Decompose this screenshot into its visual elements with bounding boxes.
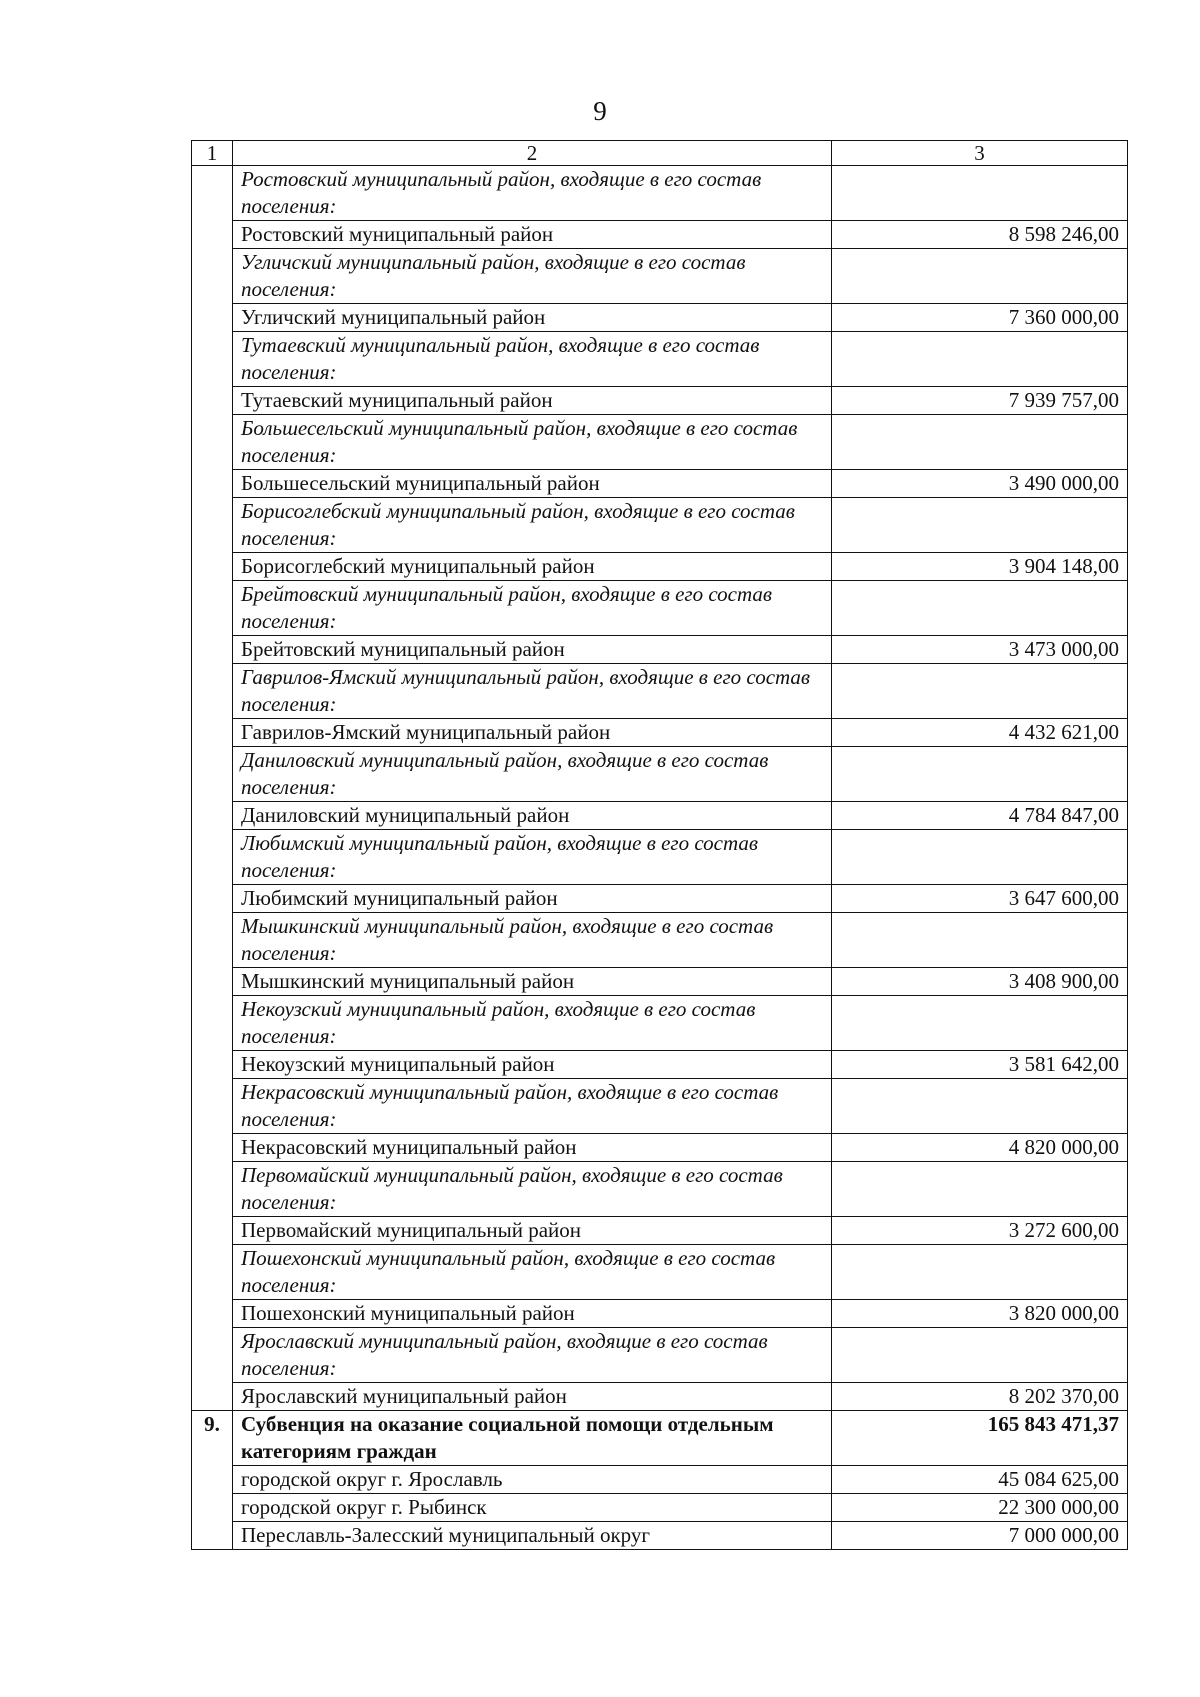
subgroup-label: Угличский муниципальный район, входящие в его состав поселения: — [233, 249, 832, 304]
subgroup-label: Любимский муниципальный район, входящие в его состав поселения: — [233, 830, 832, 885]
amount-cell: 3 490 000,00 — [832, 470, 1128, 498]
subgroup-header-row — [192, 1162, 1128, 1217]
allocation-table — [191, 140, 1128, 1550]
table-row — [192, 1051, 1128, 1079]
subgroup-label: Ярославский муниципальный район, входящие в его состав поселения: — [233, 1328, 832, 1383]
table-row — [192, 553, 1128, 581]
amount-cell — [832, 249, 1128, 304]
district-name: Борисоглебский муниципальный район — [233, 553, 832, 581]
amount-cell: 8 202 370,00 — [832, 1383, 1128, 1411]
subgroup-header-row — [192, 664, 1128, 719]
amount-cell: 4 784 847,00 — [832, 802, 1128, 830]
district-name: Некоузский муниципальный район — [233, 1051, 832, 1079]
subgroup-label: Брейтовский муниципальный район, входящие в его состав поселения: — [233, 581, 832, 636]
table-row — [192, 221, 1128, 249]
table-row — [192, 304, 1128, 332]
subgroup-header-row — [192, 1245, 1128, 1300]
amount-cell: 7 000 000,00 — [832, 1522, 1128, 1550]
section-header-row — [192, 1411, 1128, 1466]
table-row — [192, 1466, 1128, 1494]
subgroup-label: Гаврилов-Ямский муниципальный район, входящие в его состав поселения: — [233, 664, 832, 719]
district-name: Ростовский муниципальный район — [233, 221, 832, 249]
table-row — [192, 885, 1128, 913]
subgroup-header-row — [192, 996, 1128, 1051]
subgroup-label: Некрасовский муниципальный район, входящие в его состав поселения: — [233, 1079, 832, 1134]
amount-cell: 8 598 246,00 — [832, 221, 1128, 249]
amount-cell — [832, 415, 1128, 470]
amount-cell: 3 904 148,00 — [832, 553, 1128, 581]
district-name: Угличский муниципальный район — [233, 304, 832, 332]
subgroup-header-row — [192, 1328, 1128, 1383]
amount-cell: 3 820 000,00 — [832, 1300, 1128, 1328]
table-row — [192, 470, 1128, 498]
amount-cell: 4 820 000,00 — [832, 1134, 1128, 1162]
row-number-cell — [192, 166, 233, 1411]
district-name: Некрасовский муниципальный район — [233, 1134, 832, 1162]
district-name: Тутаевский муниципальный район — [233, 387, 832, 415]
table-row — [192, 802, 1128, 830]
column-header-1: 1 — [192, 141, 233, 166]
district-name: Гаврилов-Ямский муниципальный район — [233, 719, 832, 747]
amount-cell — [832, 1245, 1128, 1300]
district-name: Большесельский муниципальный район — [233, 470, 832, 498]
amount-cell — [832, 747, 1128, 802]
table-row — [192, 387, 1128, 415]
table-row — [192, 1217, 1128, 1245]
recipient-name: Переславль-Залесский муниципальный округ — [233, 1522, 832, 1550]
amount-cell: 3 272 600,00 — [832, 1217, 1128, 1245]
amount-cell — [832, 1162, 1128, 1217]
table-row — [192, 719, 1128, 747]
section-total: 165 843 471,37 — [832, 1411, 1128, 1466]
recipient-name: городской округ г. Рыбинск — [233, 1494, 832, 1522]
table-row — [192, 636, 1128, 664]
column-header-2: 2 — [233, 141, 832, 166]
district-name: Мышкинский муниципальный район — [233, 968, 832, 996]
table-row — [192, 1522, 1128, 1550]
subgroup-header-row — [192, 332, 1128, 387]
subgroup-label: Борисоглебский муниципальный район, входящие в его состав поселения: — [233, 498, 832, 553]
recipient-name: городской округ г. Ярославль — [233, 1466, 832, 1494]
column-header-3: 3 — [832, 141, 1128, 166]
amount-cell: 7 360 000,00 — [832, 304, 1128, 332]
subgroup-header-row — [192, 498, 1128, 553]
amount-cell — [832, 581, 1128, 636]
subgroup-label: Тутаевский муниципальный район, входящие в его состав поселения: — [233, 332, 832, 387]
amount-cell: 3 473 000,00 — [832, 636, 1128, 664]
page-number: 9 — [593, 96, 607, 126]
district-name: Первомайский муниципальный район — [233, 1217, 832, 1245]
amount-cell — [832, 332, 1128, 387]
district-name: Любимский муниципальный район — [233, 885, 832, 913]
subgroup-label: Первомайский муниципальный район, входящие в его состав поселения: — [233, 1162, 832, 1217]
section-title: Субвенция на оказание социальной помощи отдельным категориям граждан — [233, 1411, 832, 1466]
subgroup-header-row — [192, 166, 1128, 221]
amount-cell — [832, 1328, 1128, 1383]
subgroup-header-row — [192, 1079, 1128, 1134]
district-name: Пошехонский муниципальный район — [233, 1300, 832, 1328]
amount-cell: 45 084 625,00 — [832, 1466, 1128, 1494]
subgroup-header-row — [192, 581, 1128, 636]
table-row — [192, 1494, 1128, 1522]
subgroup-label: Пошехонский муниципальный район, входящие в его состав поселения: — [233, 1245, 832, 1300]
amount-cell — [832, 1079, 1128, 1134]
amount-cell: 3 581 642,00 — [832, 1051, 1128, 1079]
subgroup-label: Большесельский муниципальный район, входящие в его состав поселения: — [233, 415, 832, 470]
table-row — [192, 968, 1128, 996]
subgroup-header-row — [192, 913, 1128, 968]
district-name: Даниловский муниципальный район — [233, 802, 832, 830]
amount-cell: 4 432 621,00 — [832, 719, 1128, 747]
table-row — [192, 1383, 1128, 1411]
amount-cell — [832, 913, 1128, 968]
subgroup-header-row — [192, 830, 1128, 885]
subgroup-header-row — [192, 747, 1128, 802]
subgroup-label: Мышкинский муниципальный район, входящие в его состав поселения: — [233, 913, 832, 968]
amount-cell — [832, 830, 1128, 885]
section-number: 9. — [192, 1411, 233, 1550]
amount-cell — [832, 664, 1128, 719]
subgroup-header-row — [192, 249, 1128, 304]
amount-cell: 3 647 600,00 — [832, 885, 1128, 913]
amount-cell: 7 939 757,00 — [832, 387, 1128, 415]
column-header-row — [192, 141, 1128, 166]
subgroup-header-row — [192, 415, 1128, 470]
table-row — [192, 1300, 1128, 1328]
amount-cell: 3 408 900,00 — [832, 968, 1128, 996]
amount-cell — [832, 166, 1128, 221]
amount-cell: 22 300 000,00 — [832, 1494, 1128, 1522]
amount-cell — [832, 996, 1128, 1051]
subgroup-label: Даниловский муниципальный район, входящие в его состав поселения: — [233, 747, 832, 802]
district-name: Ярославский муниципальный район — [233, 1383, 832, 1411]
district-name: Брейтовский муниципальный район — [233, 636, 832, 664]
table-row — [192, 1134, 1128, 1162]
subgroup-label: Некоузский муниципальный район, входящие в его состав поселения: — [233, 996, 832, 1051]
amount-cell — [832, 498, 1128, 553]
subgroup-label: Ростовский муниципальный район, входящие в его состав поселения: — [233, 166, 832, 221]
